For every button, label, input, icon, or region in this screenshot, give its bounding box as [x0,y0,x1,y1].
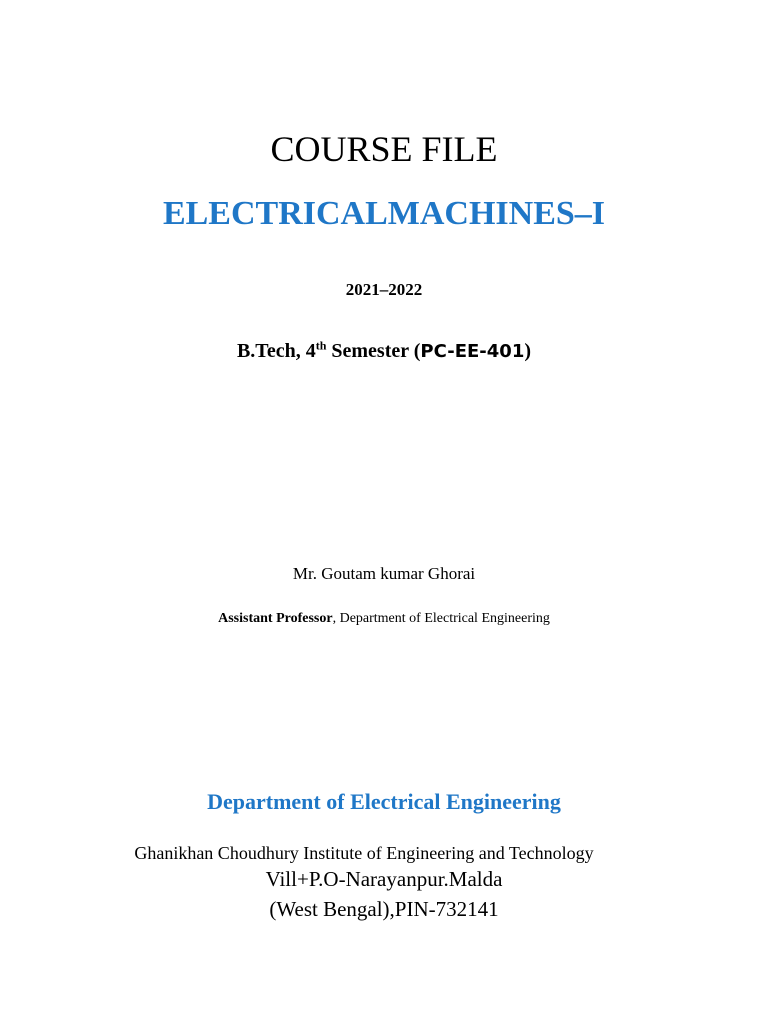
degree-text: B.Tech, 4 [236,340,316,362]
course-code: PC-EE-401 [420,341,525,362]
faculty-department: , Department of Electrical Engineering [332,611,550,626]
faculty-designation: Assistant Professor [218,611,333,626]
ordinal-suffix: th [315,338,327,353]
academic-session: 2021–2022 [345,280,423,299]
document-heading: COURSE FILE [270,129,498,169]
institute-address-line1: Vill+P.O-Narayanpur.Malda [265,867,503,891]
semester-label: Semester ( [326,340,421,362]
subject-title: ELECTRICALMACHINES–I [162,195,606,232]
institute-address-line2: (West Bengal),PIN-732141 [269,897,499,921]
faculty-designation-line [0,609,768,629]
faculty-name: Mr. Goutam kumar Ghorai [292,564,476,583]
institute-name: Ghanikhan Choudhury Institute of Engineering and Technology [134,843,594,863]
department-title: Department of Electrical Engineering [207,789,561,814]
close-paren: ) [524,340,532,362]
program-semester-line [0,337,768,366]
